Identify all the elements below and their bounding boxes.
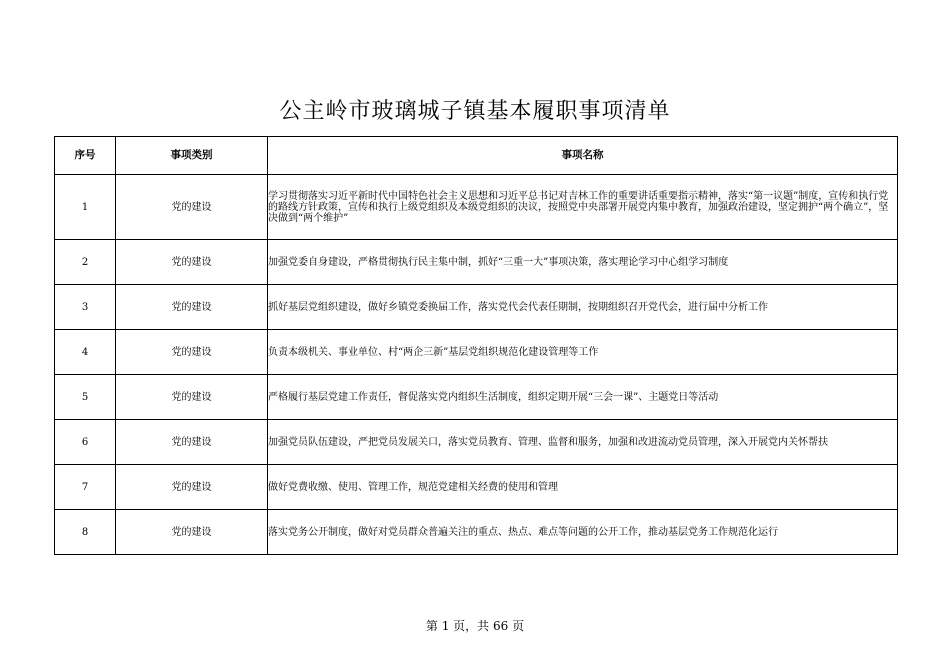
row-number: 6: [55, 420, 116, 465]
row-category: 党的建设: [116, 420, 268, 465]
table-header-row: [55, 137, 898, 175]
column-header-category: 事项类别: [116, 137, 268, 175]
row-number: 3: [55, 285, 116, 330]
row-item-name: 抓好基层党组织建设，做好乡镇党委换届工作，落实党代会代表任期制，按期组织召开党代会，进行届中分析工作: [268, 285, 898, 330]
page-title: 公主岭市玻璃城子镇基本履职事项清单: [279, 99, 671, 124]
column-header-no: 序号: [55, 137, 116, 175]
table-row: [55, 240, 898, 285]
row-item-name: 做好党费收缴、使用、管理工作，规范党建相关经费的使用和管理: [268, 465, 898, 510]
table-row: [55, 285, 898, 330]
row-item-name: 严格履行基层党建工作责任，督促落实党内组织生活制度，组织定期开展“三会一课”、主题党日等活动: [268, 375, 898, 420]
row-item-name: 负责本级机关、事业单位、村“两企三新”基层党组织规范化建设管理等工作: [268, 330, 898, 375]
row-item-name: 学习贯彻落实习近平新时代中国特色社会主义思想和习近平总书记对吉林工作的重要讲话重要指示精神，落实“第一议题”制度，宣传和执行党的路线方针政策，宣传和执行上级党组织及本级党组织的决议，按照党中央部署开展党内集中教育，加强政治建设，坚定拥护“两个确立”，坚决做到“两个维护”: [268, 175, 898, 240]
row-category: 党的建设: [116, 465, 268, 510]
row-category: 党的建设: [116, 175, 268, 240]
row-category: 党的建设: [116, 375, 268, 420]
table-row: [55, 420, 898, 465]
row-item-name: 加强党员队伍建设，严把党员发展关口，落实党员教育、管理、监督和服务，加强和改进流动党员管理，深入开展党内关怀帮扶: [268, 420, 898, 465]
page-footer: 第 1 页，共 66 页: [425, 619, 525, 633]
row-number: 5: [55, 375, 116, 420]
row-number: 8: [55, 510, 116, 555]
row-number: 4: [55, 330, 116, 375]
row-category: 党的建设: [116, 330, 268, 375]
row-category: 党的建设: [116, 240, 268, 285]
row-item-name: 落实党务公开制度，做好对党员群众普遍关注的重点、热点、难点等问题的公开工作，推动基层党务工作规范化运行: [268, 510, 898, 555]
row-number: 2: [55, 240, 116, 285]
row-item-name: 加强党委自身建设，严格贯彻执行民主集中制，抓好“三重一大”事项决策，落实理论学习中心组学习制度: [268, 240, 898, 285]
row-category: 党的建设: [116, 510, 268, 555]
duty-items-table: [54, 136, 898, 555]
column-header-name: 事项名称: [268, 137, 898, 175]
table-row: [55, 330, 898, 375]
row-number: 1: [55, 175, 116, 240]
table-row: [55, 175, 898, 240]
row-category: 党的建设: [116, 285, 268, 330]
table-row: [55, 465, 898, 510]
table-row: [55, 510, 898, 555]
table-row: [55, 375, 898, 420]
row-number: 7: [55, 465, 116, 510]
